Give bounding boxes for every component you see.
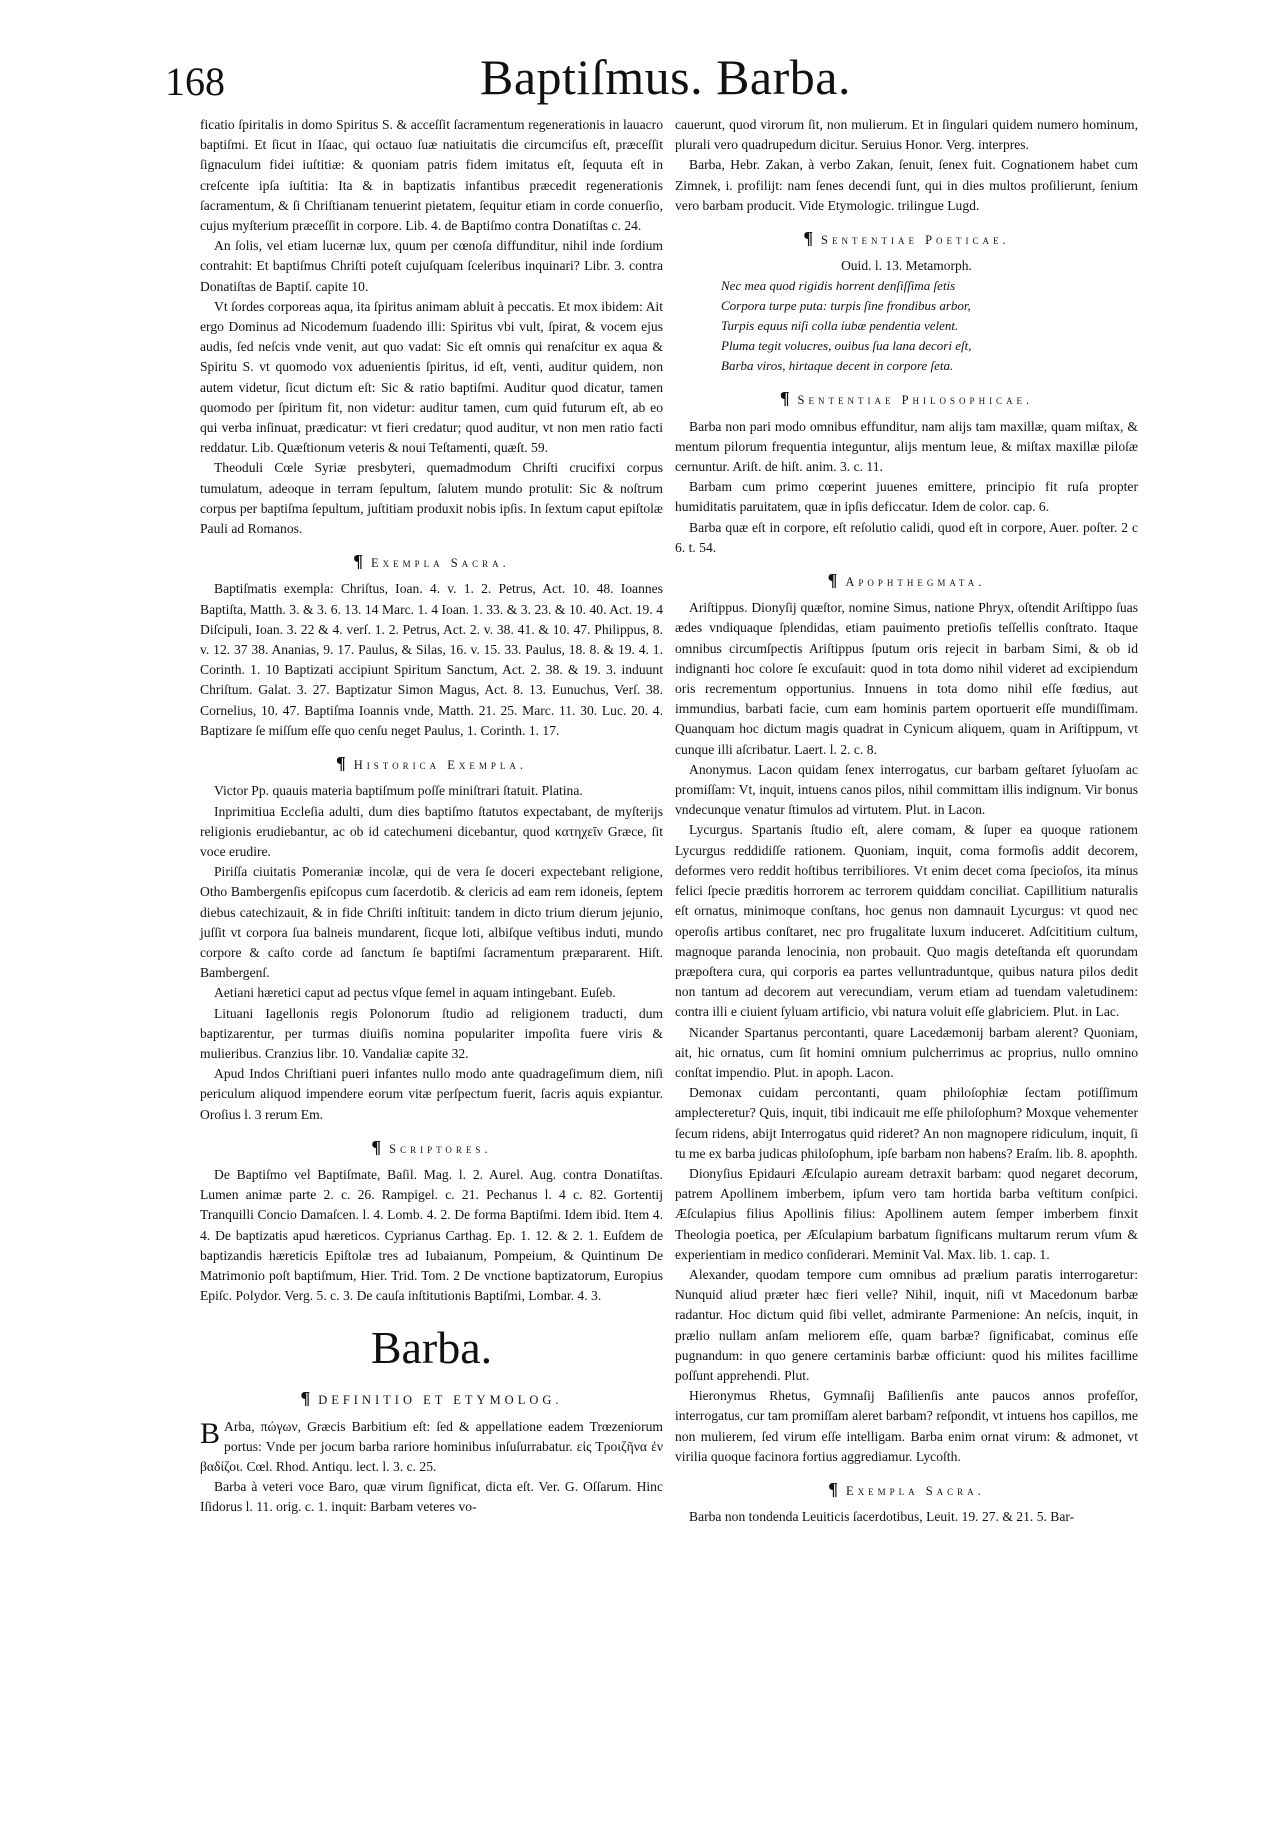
right-column <box>675 115 1138 1527</box>
paragraph: Victor Pp. quauis materia baptiſmum poſſe miniſtrari ſtatuit. Platina. <box>214 783 583 799</box>
paragraph: Aetiani hæretici caput ad pectus vſque ſemel in aquam intingebant. Euſeb. <box>214 985 616 1001</box>
section-heading <box>675 388 1138 410</box>
section-heading <box>675 228 1138 250</box>
section-heading-label: Apophthegmata. <box>845 575 986 590</box>
verse-line: Pluma tegit volucres, ouibus ſua lana decori eſt, <box>721 338 972 354</box>
paragraph: Barba non tondenda Leuiticis ſacerdotibus, Leuit. 19. 27. & 21. 5. Bar- <box>689 1509 1075 1525</box>
section-heading <box>675 570 1138 592</box>
paragraph: Barbam cum primo cœperint juuenes emittere, principio fit ruſa propter humiditatis paruitatem, quæ in ipſis deficcatur. Idem de color. cap. 6. <box>675 479 1138 515</box>
paragraph: cauerunt, quod virorum ſit, non mulierum. Et in ſingulari quidem numero hominum, plurali vero quadrupedum dicitur. Seruius Honor. Verg. interpres. <box>675 117 1138 153</box>
paragraph: Barba à veteri voce Baro, quæ virum ſignificat, dicta eſt. Ver. G. Oſſarum. Hinc Iſidorus l. 11. orig. c. 1. inquit: Barbam veteres vo- <box>200 1479 663 1515</box>
paragraph: Dionyſius Epidauri Æſculapio auream detraxit barbam: quod negaret decorum, patrem Apollinem imberbem, ipſum vero tam hortida barba veſtitum conſpici. Æſculapius filius Apollinis filius: Apollinem autem ſemper imberbem finxit Theologia poetica, per Æſculapium barbatum ſignificans multarum rerum vſum & experientiam in medico conſiderari. Meminit Val. Max. lib. 1. cap. 1. <box>675 1165 1138 1262</box>
section-heading-label: Sententiae Philosophicae. <box>797 393 1034 408</box>
paragraph: Lituani Iagellonis regis Polonorum ſtudio ad religionem traducti, dum baptizarentur, per turmas diuiſis nomina populariter impoſita fuere viris & mulieribus. Cranzius libr. 10. Vandaliæ capite 32. <box>200 1005 663 1061</box>
verse-block <box>675 276 1138 376</box>
paragraph: Barba, Hebr. Zakan, à verbo Zakan, ſenuit, ſenex fuit. Cognationem habet cum Zimnek, i. profilijt: nam ſenes decendi ſunt, qui in dies multos proſilierunt, ſenium vero barbam producit. Vide Etymologic. trilingue Lugd. <box>675 157 1138 213</box>
paragraph: Anonymus. Lacon quidam ſenex interrogatus, cur barbam geſtaret ſyluoſam ac promiſſam: Vt, inquit, intuens canos pilos, nihil committam illis indignum. Vir bonus vndecunque venatur ſtimulos ad virtutem. Plut. in Lacon. <box>675 761 1138 818</box>
paragraph <box>200 1417 663 1478</box>
paragraph: An ſolis, vel etiam lucernæ lux, quum per cœnoſa diffunditur, nihil inde ſordium contrahit: Et baptiſmus Chriſti poteſt cujuſquam ſceleribus inquinari? Libr. 3. contra Donatiſtas de Baptiſ. capite 10. <box>200 238 663 294</box>
section-heading <box>200 551 663 573</box>
entry-title: Barba. <box>370 1322 493 1374</box>
paragraph: Vt ſordes corporeas aqua, ita ſpiritus animam abluit à peccatis. Et mox ibidem: Ait ergo Dominus ad Nicodemum ſuadendo illi: Spiritus vbi vult, ſpirat, & vocem ejus audis, ſed neſcis vnde venit, aut quo vadat: Sic eſt omnis qui renaſcitur ex aqua & Spiritu S. vt quomodo vox aduenientis ſpiritus, id eſt, venti, auditur quidem, non autem videtur, ſicut dictum eſt: Sic & ratio baptiſmi. Auditur quod dicatur, tamen quomodo per ſpiritum fit, non videtur: auditur tamen, cum quid futurum eſt, ab eo qui verba inſinuat, prædicatur: vt fieri credatur; quod auditur, vt non men ratio facti reddatur. Lib. Quæſtionum veteris & noui Teſtamenti, quæſt. 59. <box>200 298 663 456</box>
section-heading-label: Historica Exempla. <box>353 758 527 773</box>
verse-line: Barba viros, hirtaque decent in corpore ſeta. <box>721 358 954 374</box>
pilcrow-icon: ¶ <box>353 551 363 572</box>
pilcrow-icon: ¶ <box>336 753 346 774</box>
paragraph: Barba quæ eſt in corpore, eſt reſolutio calidi, quod eſt in corpore, Auer. poſter. 2 c 6. t. 54. <box>675 519 1138 555</box>
paragraph-text: Arba, πώγων, Græcis Barbitium eſt: ſed & appellatione eadem Trœzeniorum portus: Vnde per jocum barba rariore hominibus inſuſurrabatur. εἰς Τροιζῆνα ἐν βαδίζοι. Cœl. Rhod. Antiqu. lect. l. 3. c. 25. <box>200 1418 663 1474</box>
paragraph: Nicander Spartanus percontanti, quare Lacedæmonij barbam alerent? Quoniam, ait, hic ornatus, cum ſit homini omnium pulcherrimus ac proprius, nullo omnino conſtat impendio. Plut. in apoph. Lacon. <box>675 1024 1138 1080</box>
section-heading <box>200 1388 663 1410</box>
drop-cap: B <box>200 1416 221 1450</box>
paragraph: Piriſſa ciuitatis Pomeraniæ incolæ, qui de vera ſe doceri expectebant religione, Otho Bambergenſis epiſcopus cum ſacerdotib. & clericis ad eam rem idoneis, ſeptem diebus catechizauit, & in fide Chriſti inſtituit: tandem in dicto trium dierum jejunio, juſſit vt corpora ſua balneis mundarent, ſicque loti, albiſque veſtibus induti, mundo corpore & caſto corde ad ſanctum ſe baptiſmi ſacramentum præpararent. Hiſt. Bambergenſ. <box>200 864 663 981</box>
pilcrow-icon: ¶ <box>803 228 814 249</box>
section-heading-label: Sententiae Poeticae. <box>821 233 1010 248</box>
section-heading <box>675 1479 1138 1501</box>
paragraph: ficatio ſpiritalis in domo Spiritus S. & acceſſit ſacramentum regenerationis in lauacro baptiſmi. Et ſicut in Iſaac, qui octauo ſuæ natiuitatis die circumciſus eſt, præceſſit ſignaculum fidei iuſtitiæ: & quoniam patris fidem imitatus eſt, ſequuta eſt in creſcente ipſa iuſtitia: Ita & in baptizatis infantibus præcedit regenerationis ſacramentum, & ſi Chriſtianam tenuerint pietatem, ſequitur etiam in corde conuerſio, cujus myſterium præceſſit in corpore. Lib. 4. de Baptiſmo contra Donatiſtas c. 24. <box>200 117 663 234</box>
verse-source: Ouid. l. 13. Metamorph. <box>841 258 972 274</box>
paragraph: Lycurgus. Spartanis ſtudio eſt, alere comam, & ſuper ea quoque rationem Lycurgus reddidiſſe rationem. Quoniam, inquit, coma formoſis addit decorem, deformes vero reddit hoſtibus terribiliores. Vt enim decet coma ſpecioſos, ita minus felici ſpecie præditis horrorem ac terrorem quiddam conciliat. Capillitium naturalis eſt ornatus, minimoque conſtans, hoc genus non damnauit Lycurgus: vt quod nec operoſis artibus conſtaret, nec pro frugalitate luxum induceret. Adſcititium cultum, magnoque paranda lenocinia, non probauit. Quo magis deteſtanda eſt quorundam præpoſtera cura, qui corporis ea partes velluntraduntque, quibus natura pilos dedit non tantum ad decorem aut verecundiam, verum etiam ad tuendam valetudinem: contra illi e ciuient ſyluam artificio, vbi natura voluit eſſe glabriciem. Plut. in Lac. <box>675 822 1138 1020</box>
section-heading-label: Scriptores. <box>389 1141 492 1156</box>
paragraph: Hieronymus Rhetus, Gymnaſij Baſilienſis ante paucos annos profeſſor, interrogatus, cur tam promiſſam aleret barbam? reſpondit, vt intuens hos capillos, me non mulierem, ſed virum eſſe intelligam. Barba enim ornat virum: & admonet, vt virilia quoque facinora fortius aggrediamur. Lycoſth. <box>675 1388 1138 1464</box>
pilcrow-icon: ¶ <box>827 570 838 591</box>
paragraph: Inprimitiua Eccleſia adulti, dum dies baptiſmo ſtatutos expectabant, de myſterijs religionis erudiebantur, ac ob id catechumeni dicebantur, quod κατηχεῖν Græce, ſit voce erudire. <box>200 803 663 859</box>
verse-line: Corpora turpe puta: turpis ſine frondibus arbor, <box>721 298 971 314</box>
section-heading <box>200 1137 663 1159</box>
paragraph: Apud Indos Chriſtiani pueri infantes nullo modo ante quadrageſimum diem, niſi periculum aliquod impendere eorum vitæ perſpectum fuerit, ſacris aquis expiantur. Oroſius l. 3 rerum Em. <box>200 1066 663 1122</box>
paragraph: Theoduli Cœle Syriæ presbyteri, quemadmodum Chriſti crucifixi corpus tumulatum, adeoque in terram ſepultum, ſalutem mundo protulit: Sic & noſtrum corpus per baptiſma ſepultum, juſtitiam produxit nobis ipſis. In ſextum caput epiſtolæ Pauli ad Romanos. <box>200 460 663 537</box>
verse-line: Nec mea quod rigidis horrent denſiſſima ſetis <box>721 278 956 294</box>
paragraph: Alexander, quodam tempore cum omnibus ad prælium paratis interrogaretur: Nunquid aliud præter hæc fieri velle? Nihil, inquit, niſi vt Macedonum barbæ radantur. Hoc dictum quid ſibi vellet, admirante Parmenione: An neſcis, inquit, in prælio nullam anſam meliorem eſſe, quam barbæ? ſignificabat, cominus eſſe pugnandum: in quo genere certaminis barbæ officiunt: quod his milites facillime poſſunt apprehendi. Plut. <box>675 1266 1138 1383</box>
paragraph: Baptiſmatis exempla: Chriſtus, Ioan. 4. v. 1. 2. Petrus, Act. 10. 48. Ioannes Baptiſta, Matth. 3. & 3. 6. 13. 14 Marc. 1. 4 Ioan. 1. 33. & 3. 23. & 10. 40. Act. 19. 4 Diſcipuli, Ioan. 3. 22 & 4. verſ. 1. 2. Petrus, Act. 2. v. 38. 41. & 10. 47. Philippus, 8. v. 12. 37 38. Ananias, 9. 17. Paulus, & Silas, 16. v. 15. 33. Paulus, 18. 8. & 19. 4. 1. Corinth. 1. 10 Baptizati accipiunt Spiritum Sanctum, Act. 2. 38. & 19. 3. induunt Chriſtum. Galat. 3. 27. Baptizatur Simon Magus, Act. 8. 13. Eunuchus, Verſ. 38. Cornelius, 10. 47. Baptiſma Ioannis vnde, Matth. 21. 25. Marc. 11. 30. Luc. 20. 4. Baptizare ſe miſſum eſſe quo cenſu neget Paulus, 1. Corinth. 1. 17. <box>200 581 663 738</box>
paragraph: De Baptiſmo vel Baptiſmate, Baſil. Mag. l. 2. Aurel. Aug. contra Donatiſtas. Lumen animæ parte 2. c. 26. Rampigel. c. 21. Pechanus l. 4 c. 82. Gortentij Tranquilli Concio Damaſcen. l. 4. Lomb. 4. 2. De forma Baptiſmi. Idem ibid. Item 4. 4. De baptizatis apud hæreticos. Cyprianus Carthag. Ep. 1. 12. & 2. 1. Euſdem de baptizandis hæreticis Epiſtolæ tres ad Iubaianum, Pompeium, & Quintinum De Matrimonio poſt baptiſmum, Hier. Trid. Tom. 2 De vnctione baptizatorum, Europius Epiſc. Polydor. Verg. 5. c. 3. De cauſa inſtitutionis Baptiſmi, Lombar. 4. 3. <box>200 1166 663 1304</box>
paragraph: Ariſtippus. Dionyſij quæſtor, nomine Simus, natione Phryx, oſtendit Ariſtippo ſuas ædes vndiquaque ſplendidas, etiam pauimento pretioſis teſſellis conſtrato. Itaque omnibus circumſpectis Ariſtippus ſputum oris rejecit in barbam Simi, & ob id indignanti hoc colore ſe excuſauit: quod in tota domo nihil videret ad excipiendum oris recrementum opportunius. Innuens in tota domo nihil eſſe fœdius, aut immundius, barbati facie, cum eam hominis partem oportuerit eſſe mundiſſimam. Quanquam hoc dictum magis quadrat in Cynicum aliquem, quam in Ariſtippum, vt cunque illi aſcribatur. Laert. l. 2. c. 8. <box>675 600 1138 757</box>
paragraph: Demonax cuidam percontanti, quam philoſophiæ ſectam potiſſimum amplecteretur? Quis, inquit, tibi indicauit me eſſe philoſophum? Moxque vehementer ſecum ridens, abijt Interrogatus quid rideret? An non magnopere ridiculum, inquit, ſi tu me ex barba judicas philoſophum, ipſe barbam non habens? Eraſm. lib. 8. apophth. <box>675 1085 1138 1161</box>
section-heading-label: Exempla Sacra. <box>370 556 510 571</box>
page-number: 168 <box>165 59 225 104</box>
verse-line: Turpis equus niſi colla iubæ pendentia velent. <box>721 318 959 334</box>
paragraph: Barba non pari modo omnibus effunditur, nam alijs tam maxillæ, quam miſtax, & mentum pilorum frequentia integuntur, alijs mentum leue, & miſtax maxillæ piloſæ cernuntur. Ariſt. de hiſt. anim. 3. c. 11. <box>675 418 1138 475</box>
left-column <box>200 115 663 1518</box>
pilcrow-icon: ¶ <box>828 1478 838 1499</box>
pilcrow-icon: ¶ <box>371 1136 382 1157</box>
section-heading-label: Exempla Sacra. <box>845 1483 985 1498</box>
pilcrow-icon: ¶ <box>779 388 790 409</box>
running-head: Baptiſmus. Barba. <box>480 49 851 105</box>
section-heading <box>200 753 663 775</box>
pilcrow-icon: ¶ <box>300 1388 311 1409</box>
section-heading-label: DEFINITIO ET ETYMOLOG. <box>318 1393 563 1408</box>
